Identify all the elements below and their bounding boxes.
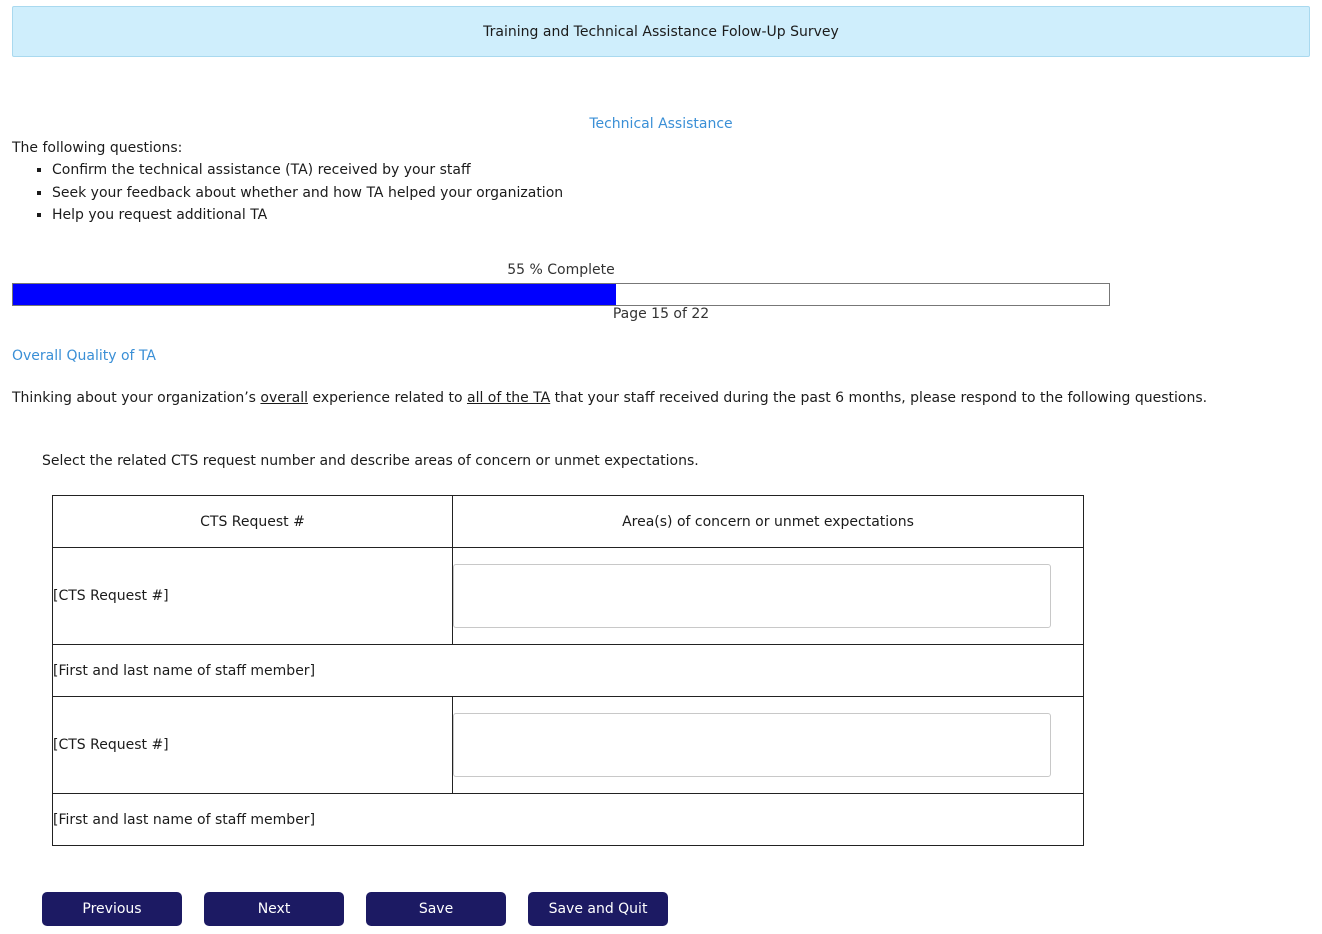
cts-request-cell: [CTS Request #] (53, 697, 453, 794)
question-text: Select the related CTS request number and describe areas of concern or unmet expectations. (42, 453, 699, 469)
quality-instructions (12, 390, 1207, 406)
concern-cell (453, 697, 1084, 794)
save-button[interactable]: Save (366, 892, 506, 926)
table-row (53, 697, 1084, 794)
column-header-concerns: Area(s) of concern or unmet expectations (453, 496, 1084, 548)
intro-bullet-list (12, 159, 563, 227)
progress-bar-fill (13, 284, 616, 305)
table-row (53, 794, 1084, 846)
concern-cell (453, 548, 1084, 645)
staff-name-cell: [First and last name of staff member] (53, 645, 1084, 697)
previous-button[interactable]: Previous (42, 892, 182, 926)
concerns-table (52, 495, 1084, 846)
intro-bullet: ▪ Confirm the technical assistance (TA) received by your staff (52, 159, 563, 182)
table-row (53, 645, 1084, 697)
next-button[interactable]: Next (204, 892, 344, 926)
intro-bullet: ▪ Seek your feedback about whether and how TA helped your organization (52, 182, 563, 205)
intro-lead: The following questions: (12, 140, 183, 156)
cts-request-cell: [CTS Request #] (53, 548, 453, 645)
survey-title: Training and Technical Assistance Folow-Up Survey (483, 23, 839, 40)
progress-bar (12, 283, 1110, 306)
staff-name-cell: [First and last name of staff member] (53, 794, 1084, 846)
column-header-cts-request: CTS Request # (53, 496, 453, 548)
table-header-row (53, 496, 1084, 548)
instructions-emphasis-all-ta: all of the TA (466, 390, 551, 406)
quality-heading: Overall Quality of TA (12, 348, 156, 364)
concern-textbox[interactable] (453, 713, 1051, 777)
instructions-text: that your staff received during the past 6 months, please respond to the following questions. (550, 390, 1208, 406)
concern-textbox[interactable] (453, 564, 1051, 628)
instructions-emphasis-overall: overall (260, 390, 308, 406)
instructions-text: Thinking about your organization’s (12, 390, 261, 406)
progress-percent-label: 55 % Complete (507, 262, 615, 278)
instructions-text: experience related to (308, 390, 467, 406)
navigation-buttons (42, 892, 668, 926)
survey-title-banner (12, 6, 1310, 57)
table-row (53, 548, 1084, 645)
section-heading: Technical Assistance (589, 116, 733, 132)
page-indicator: Page 15 of 22 (612, 306, 710, 322)
save-and-quit-button[interactable]: Save and Quit (528, 892, 668, 926)
intro-block (12, 137, 563, 227)
intro-bullet: ▪ Help you request additional TA (52, 204, 563, 227)
